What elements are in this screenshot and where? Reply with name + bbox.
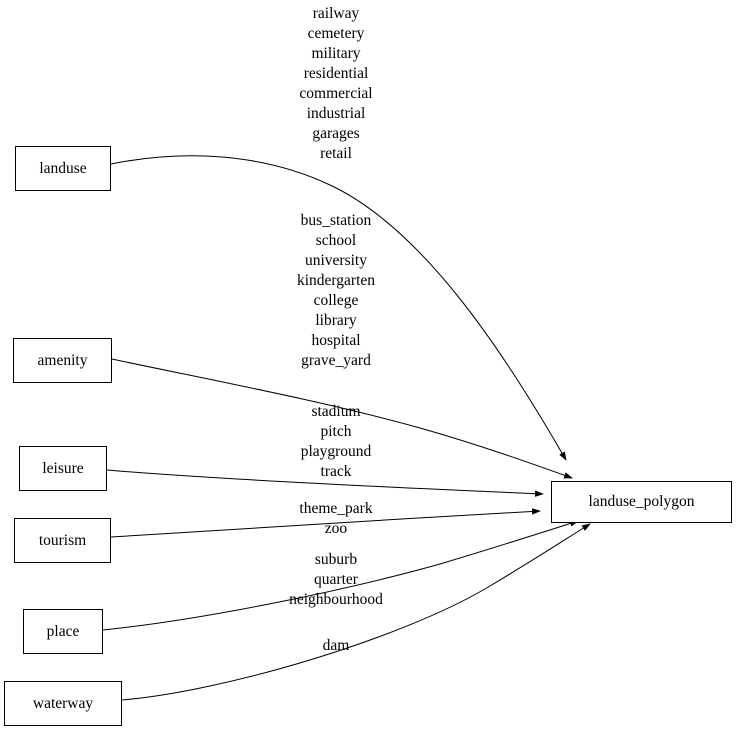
edge-value-label: cemetery: [307, 25, 365, 42]
edge-value-label: kindergarten: [296, 272, 376, 289]
edge-value-label: retail: [320, 145, 352, 162]
edge-label-group-landuse-values: [299, 4, 372, 164]
edge-value-label: commercial: [299, 85, 373, 102]
edge-label-group-place-values: [289, 550, 383, 610]
edge-label-group-waterway-values: [323, 636, 350, 656]
node-place[interactable]: [23, 609, 103, 654]
edge-value-label: college: [313, 292, 359, 309]
edge-value-label: quarter: [314, 571, 358, 588]
edge-value-label: school: [315, 232, 357, 249]
edge-value-label: military: [311, 45, 361, 62]
edge-value-label: hospital: [311, 332, 361, 349]
edge-label-group-tourism-values: [299, 499, 372, 539]
node-label: landuse: [39, 159, 87, 177]
edge-value-label: garages: [312, 125, 360, 142]
edge-value-label: university: [304, 252, 367, 269]
edge-value-label: theme_park: [299, 500, 373, 517]
node-label: waterway: [32, 694, 94, 712]
edge-value-label: library: [315, 312, 357, 329]
edge-value-label: dam: [322, 637, 350, 654]
edge-value-label: grave_yard: [301, 352, 371, 369]
node-waterway[interactable]: [4, 681, 122, 726]
node-label: tourism: [38, 531, 87, 549]
node-landuse_polygon[interactable]: [551, 481, 732, 523]
edge-value-label: stadium: [311, 403, 361, 420]
node-label: landuse_polygon: [588, 493, 695, 510]
node-label: place: [46, 622, 80, 640]
edge-value-label: pitch: [320, 423, 352, 440]
node-label: amenity: [37, 351, 88, 369]
edge-value-label: railway: [312, 5, 360, 22]
edge-value-label: residential: [303, 65, 369, 82]
node-leisure[interactable]: [19, 446, 107, 491]
node-label: leisure: [42, 459, 84, 477]
edge-value-label: neighbourhood: [289, 591, 383, 608]
edge-label-group-amenity-values: [297, 211, 375, 371]
edge-value-label: playground: [300, 443, 372, 460]
edge-value-label: bus_station: [300, 212, 372, 229]
edge-value-label: zoo: [324, 520, 348, 537]
edge-value-label: suburb: [314, 551, 358, 568]
node-landuse[interactable]: [15, 146, 111, 191]
edge-value-label: industrial: [306, 105, 366, 122]
edge-value-label: track: [320, 463, 352, 480]
node-tourism[interactable]: [14, 518, 111, 563]
node-amenity[interactable]: [13, 338, 112, 383]
edge-label-group-leisure-values: [301, 402, 372, 482]
